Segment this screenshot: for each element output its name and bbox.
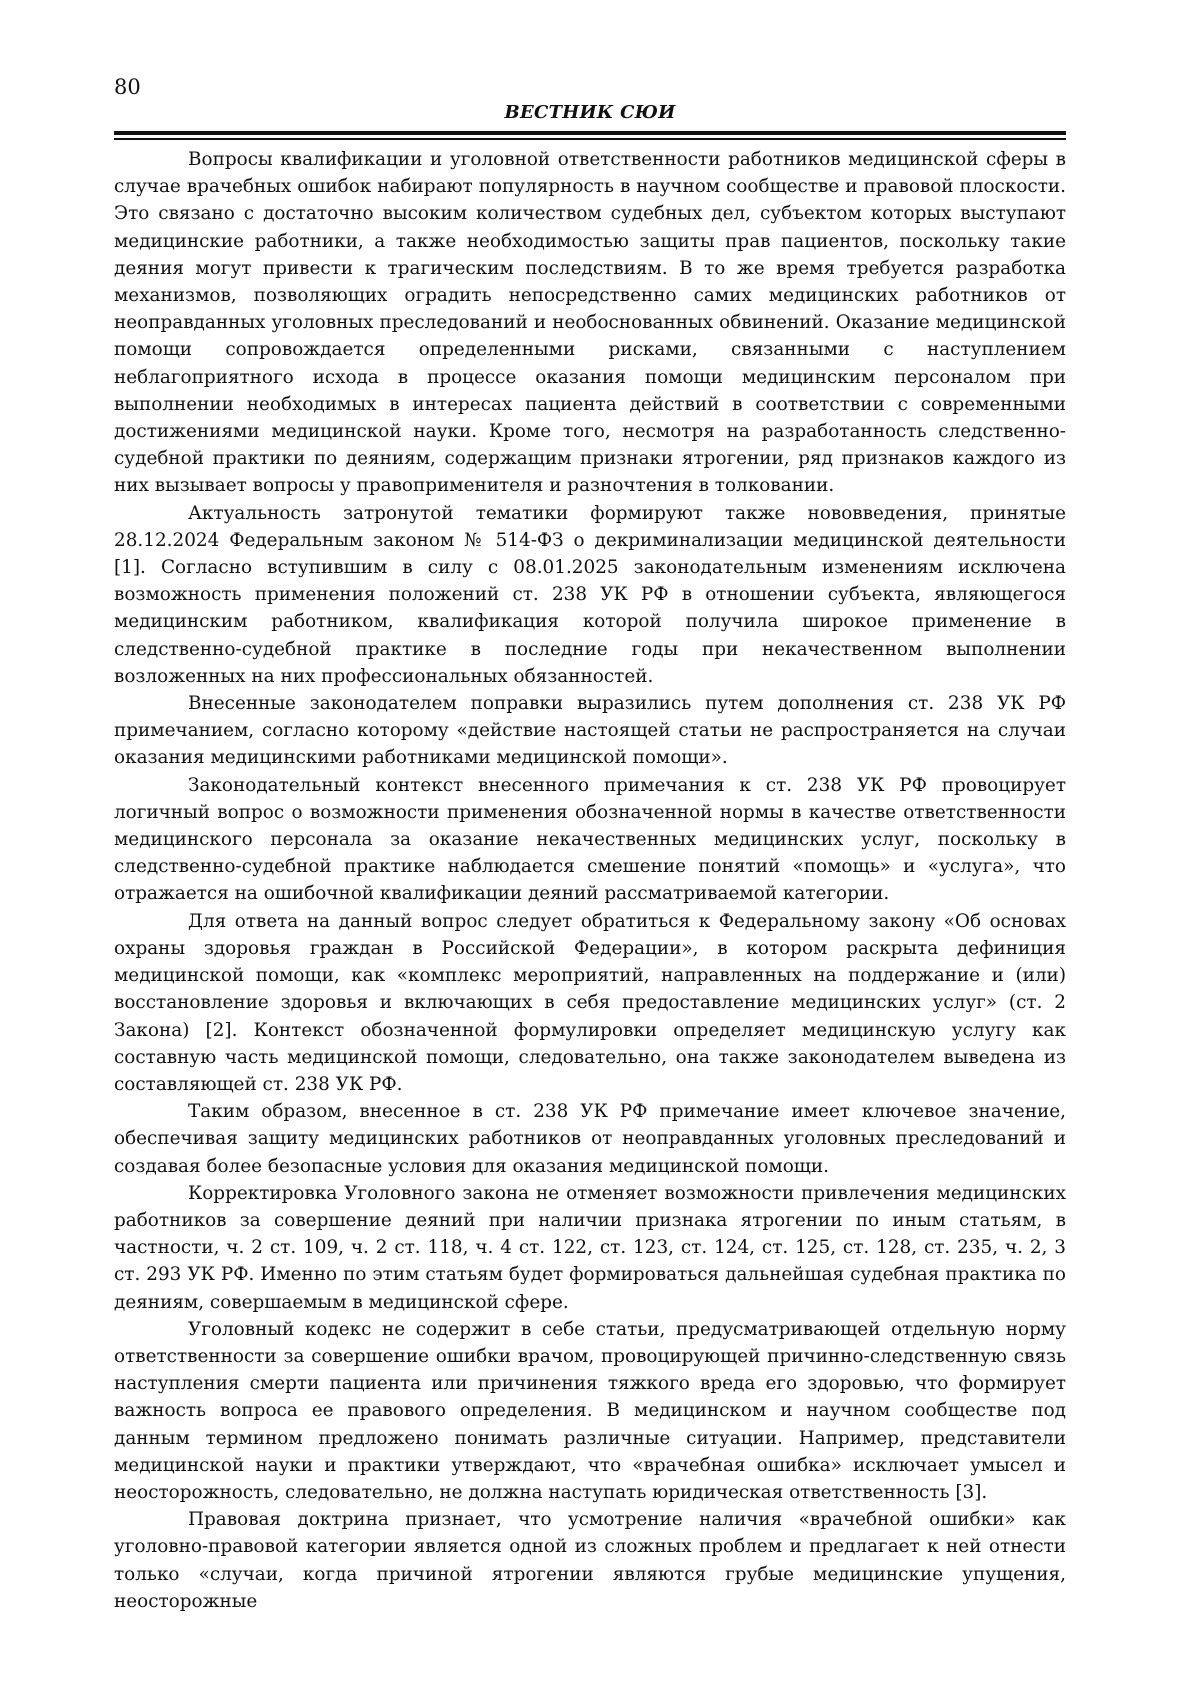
paragraph-relevance: Актуальность затронутой тематики формируют также нововведения, принятые 28.12.2024 Федеральным законом № 514-ФЗ о декриминализации медицинской деятельности [1]. Согласно вступившим в силу с 08.01.2025 законодательным изменениям исключена возможность применения положений ст. 238 УК РФ в отношении субъекта, являющегося медицинским работником, квалификация которой получила широкое применение в следственно-судебной практике в последние годы при некачественном выполнении возложенных на них профессиональных обязанностей. [114,502,1066,687]
header-rule-thin [114,138,1066,140]
paragraph-conclusion: Таким образом, внесенное в ст. 238 УК РФ примечание имеет ключевое значение, обеспечивая защиту медицинских работников от неоправданных уголовных преследований и создавая более безопасные условия для оказания медицинской помощи. [114,1101,1066,1177]
paragraph-correction: Корректировка Уголовного закона не отменяет возможности привлечения медицинских работников за совершение деяний при наличии признака ятрогении по иным статьям, в частности, ч. 2 ст. 109, ч. 2 ст. 118, ч. 4 ст. 122, ст. 123, ст. 124, ст. 125, ст. 128, ст. 235, ч. 2, 3 ст. 293 УК РФ. Именно по этим статьям будет формироваться дальнейшая судебная практика по деяниям, совершаемым в медицинской сфере. [114,1182,1066,1313]
header-rule-thick [114,131,1066,135]
paragraph-amendments: Внесенные законодателем поправки выразились путем дополнения ст. 238 УК РФ примечанием, согласно которому «действие настоящей статьи не распространяется на случаи оказания медицинскими работниками медицинской помощи». [114,693,1066,769]
paragraph-criminal-code: Уголовный кодекс не содержит в себе статьи, предусматривающей отдельную норму ответственности за совершение ошибки врачом, провоцирующей причинно-следственную связь наступления смерти пациента или причинения тяжкого вреда его здоровью, что формирует важность вопроса ее правового определения. В медицинском и научном сообществе под данным термином предложено понимать различные ситуации. Например, представители медицинской науки и практики утверждают, что «врачебная ошибка» исключает умысел и неосторожность, следовательно, не должна наступать юридическая ответственность [3]. [114,1318,1066,1503]
article-body [114,146,1066,1615]
paragraph-doctrine: Правовая доктрина признает, что усмотрение наличия «врачебной ошибки» как уголовно-правовой категории является одной из сложных проблем и предлагает к ней отнести только «случаи, когда причиной ятрогении являются грубые медицинские упущения, неосторожные [114,1509,1066,1612]
paragraph-definition: Для ответа на данный вопрос следует обратиться к Федеральному закону «Об основах охраны здоровья граждан в Российской Федерации», в котором раскрыта дефиниция медицинской помощи, как «комплекс мероприятий, направленных на поддержание и (или) восстановление здоровья и включающих в себя предоставление медицинских услуг» (ст. 2 Закона) [2]. Контекст обозначенной формулировки определяет медицинскую услугу как составную часть медицинской помощи, следовательно, она также законодателем выведена из составляющей ст. 238 УК РФ. [114,910,1066,1095]
paragraph-legislative-context: Законодательный контекст внесенного примечания к ст. 238 УК РФ провоцирует логичный вопрос о возможности применения обозначенной нормы в качестве ответственности медицинского персонала за оказание некачественных медицинских услуг, поскольку в следственно-судебной практике наблюдается смешение понятий «помощь» и «услуга», что отражается на ошибочной квалификации деяний рассматриваемой категории. [114,774,1066,905]
page-number: 80 [114,75,141,99]
paragraph-intro: Вопросы квалификации и уголовной ответственности работников медицинской сферы в случае врачебных ошибок набирают популярность в научном сообществе и правовой плоскости. Это связано с достаточно высоким количеством судебных дел, субъектом которых выступают медицинские работники, а также необходимостью защиты прав пациентов, поскольку такие деяния могут привести к трагическим последствиям. В то же время требуется разработка механизмов, позволяющих оградить непосредственно самих медицинских работников от неоправданных уголовных преследований и необоснованных обвинений. Оказание медицинской помощи сопровождается определенными рисками, связанными с наступлением неблагоприятного исхода в процессе оказания помощи медицинским персоналом при выполнении необходимых в интересах пациента действий в соответствии с современными достижениями медицинской науки. Кроме того, несмотря на разработанность следственно-судебной практики по деяниям, содержащим признаки ятрогении, ряд признаков каждого из них вызывает вопросы у правоприменителя и разночтения в толковании. [114,149,1066,497]
journal-title: ВЕСТНИК СЮИ [504,102,676,123]
